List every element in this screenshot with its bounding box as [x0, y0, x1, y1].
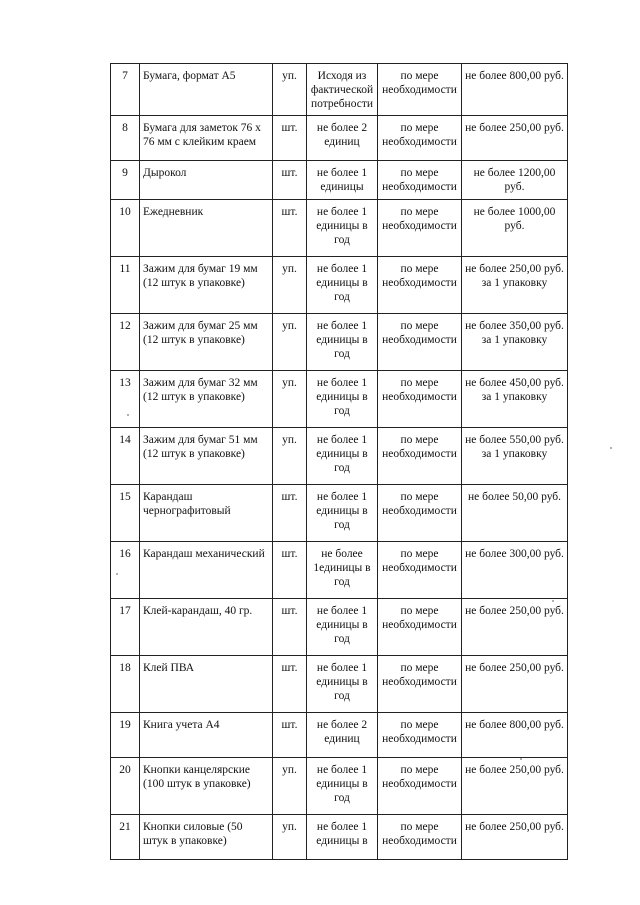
replacement-frequency-cell: по мере необходимости	[378, 542, 462, 599]
item-name-cell: Дырокол	[140, 161, 273, 200]
item-name-cell: Бумага для заметок 76 х 76 мм с клейким краем	[140, 116, 273, 161]
table-row	[111, 656, 568, 713]
table-row	[111, 64, 568, 116]
row-number-cell: 11	[111, 257, 140, 314]
table-row	[111, 599, 568, 656]
unit-of-measure-cell: шт.	[273, 656, 307, 713]
max-price-cell: не более 250,00 руб.	[462, 599, 568, 656]
item-name-cell: Зажим для бумаг 32 мм (12 штук в упаковке)	[140, 371, 273, 428]
unit-of-measure-cell: шт.	[273, 542, 307, 599]
row-number-cell: 19	[111, 713, 140, 758]
unit-of-measure-cell: уп.	[273, 314, 307, 371]
quantity-norm-cell: не более 1единицы в год	[307, 542, 378, 599]
row-number-cell: 9	[111, 161, 140, 200]
quantity-norm-cell: не более 1 единицы в год	[307, 758, 378, 815]
table-row	[111, 758, 568, 815]
replacement-frequency-cell: по мере необходимости	[378, 656, 462, 713]
item-name-cell: Зажим для бумаг 51 мм (12 штук в упаковке)	[140, 428, 273, 485]
unit-of-measure-cell: шт.	[273, 485, 307, 542]
table-row	[111, 542, 568, 599]
unit-of-measure-cell: уп.	[273, 758, 307, 815]
row-number-cell: 15	[111, 485, 140, 542]
table-row	[111, 815, 568, 860]
replacement-frequency-cell: по мере необходимости	[378, 428, 462, 485]
replacement-frequency-cell: по мере необходимости	[378, 314, 462, 371]
row-number-cell: 10	[111, 200, 140, 257]
row-number-cell: 8	[111, 116, 140, 161]
item-name-cell: Зажим для бумаг 25 мм (12 штук в упаковке)	[140, 314, 273, 371]
table-row	[111, 371, 568, 428]
item-name-cell: Ежедневник	[140, 200, 273, 257]
row-number-cell: 21	[111, 815, 140, 860]
max-price-cell: не более 250,00 руб.	[462, 815, 568, 860]
max-price-cell: не более 250,00 руб.	[462, 758, 568, 815]
row-number-cell: 14	[111, 428, 140, 485]
table-row	[111, 200, 568, 257]
quantity-norm-cell: не более 1 единицы в год	[307, 656, 378, 713]
table-body	[111, 64, 568, 860]
item-name-cell: Клей ПВА	[140, 656, 273, 713]
unit-of-measure-cell: шт.	[273, 200, 307, 257]
row-number-cell: 16	[111, 542, 140, 599]
quantity-norm-cell: не более 1 единицы в год	[307, 314, 378, 371]
max-price-cell: не более 800,00 руб.	[462, 64, 568, 116]
quantity-norm-cell: не более 1 единицы в год	[307, 200, 378, 257]
replacement-frequency-cell: по мере необходимости	[378, 200, 462, 257]
unit-of-measure-cell: шт.	[273, 713, 307, 758]
table-row	[111, 485, 568, 542]
quantity-norm-cell: не более 2 единиц	[307, 713, 378, 758]
max-price-cell: не более 300,00 руб.	[462, 542, 568, 599]
row-number-cell: 13	[111, 371, 140, 428]
quantity-norm-cell: не более 2 единиц	[307, 116, 378, 161]
item-name-cell: Книга учета А4	[140, 713, 273, 758]
unit-of-measure-cell: уп.	[273, 64, 307, 116]
replacement-frequency-cell: по мере необходимости	[378, 599, 462, 656]
row-number-cell: 18	[111, 656, 140, 713]
max-price-cell: не более 250,00 руб. за 1 упаковку	[462, 257, 568, 314]
item-name-cell: Клей-карандаш, 40 гр.	[140, 599, 273, 656]
unit-of-measure-cell: шт.	[273, 599, 307, 656]
replacement-frequency-cell: по мере необходимости	[378, 713, 462, 758]
quantity-norm-cell: не более 1 единицы в	[307, 815, 378, 860]
max-price-cell: не более 450,00 руб. за 1 упаковку	[462, 371, 568, 428]
replacement-frequency-cell: по мере необходимости	[378, 257, 462, 314]
replacement-frequency-cell: по мере необходимости	[378, 758, 462, 815]
max-price-cell: не более 1000,00 руб.	[462, 200, 568, 257]
quantity-norm-cell: не более 1 единицы	[307, 161, 378, 200]
item-name-cell: Карандаш механический	[140, 542, 273, 599]
item-name-cell: Зажим для бумаг 19 мм (12 штук в упаковке)	[140, 257, 273, 314]
item-name-cell: Кнопки канцелярские (100 штук в упаковке)	[140, 758, 273, 815]
quantity-norm-cell: не более 1 единицы в год	[307, 371, 378, 428]
table-row	[111, 428, 568, 485]
unit-of-measure-cell: уп.	[273, 428, 307, 485]
max-price-cell: не более 250,00 руб.	[462, 656, 568, 713]
scan-speck	[552, 600, 554, 602]
quantity-norm-cell: не более 1 единицы в год	[307, 257, 378, 314]
row-number-cell: 12	[111, 314, 140, 371]
max-price-cell: не более 800,00 руб.	[462, 713, 568, 758]
replacement-frequency-cell: по мере необходимости	[378, 371, 462, 428]
replacement-frequency-cell: по мере необходимости	[378, 161, 462, 200]
table-row	[111, 116, 568, 161]
supplies-table	[110, 63, 568, 860]
table-row	[111, 314, 568, 371]
unit-of-measure-cell: шт.	[273, 116, 307, 161]
table-row	[111, 713, 568, 758]
row-number-cell: 7	[111, 64, 140, 116]
max-price-cell: не более 1200,00 руб.	[462, 161, 568, 200]
scan-speck	[520, 758, 522, 760]
max-price-cell: не более 350,00 руб. за 1 упаковку	[462, 314, 568, 371]
max-price-cell: не более 50,00 руб.	[462, 485, 568, 542]
quantity-norm-cell: не более 1 единицы в год	[307, 599, 378, 656]
table-row	[111, 257, 568, 314]
quantity-norm-cell: не более 1 единицы в год	[307, 485, 378, 542]
replacement-frequency-cell: по мере необходимости	[378, 815, 462, 860]
replacement-frequency-cell: по мере необходимости	[378, 64, 462, 116]
row-number-cell: 17	[111, 599, 140, 656]
item-name-cell: Карандаш чернографитовый	[140, 485, 273, 542]
unit-of-measure-cell: уп.	[273, 815, 307, 860]
scan-speck	[116, 573, 118, 575]
row-number-cell: 20	[111, 758, 140, 815]
scan-speck	[127, 414, 129, 416]
item-name-cell: Бумага, формат А5	[140, 64, 273, 116]
unit-of-measure-cell: уп.	[273, 257, 307, 314]
unit-of-measure-cell: шт.	[273, 161, 307, 200]
replacement-frequency-cell: по мере необходимости	[378, 485, 462, 542]
quantity-norm-cell: не более 1 единицы в год	[307, 428, 378, 485]
replacement-frequency-cell: по мере необходимости	[378, 116, 462, 161]
scan-speck	[610, 447, 612, 449]
item-name-cell: Кнопки силовые (50 штук в упаковке)	[140, 815, 273, 860]
max-price-cell: не более 550,00 руб. за 1 упаковку	[462, 428, 568, 485]
unit-of-measure-cell: уп.	[273, 371, 307, 428]
max-price-cell: не более 250,00 руб.	[462, 116, 568, 161]
table-row	[111, 161, 568, 200]
quantity-norm-cell: Исходя из фактической потребности	[307, 64, 378, 116]
